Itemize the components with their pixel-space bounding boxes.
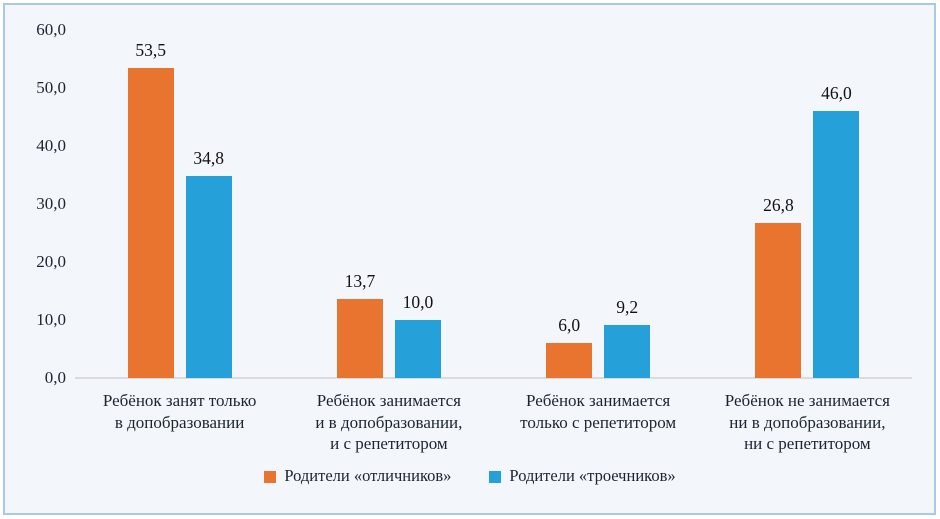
legend-item-1: [264, 467, 451, 485]
y-tick-label: 30,0: [36, 194, 66, 213]
y-tick-label: 40,0: [36, 136, 66, 155]
y-tick-label: 20,0: [36, 252, 66, 271]
category-label-line: ни с репетитором: [744, 434, 871, 453]
category-label-line: в допобразовании: [114, 412, 245, 432]
category-label-line: Ребёнок занят только: [102, 391, 257, 410]
bar-value-label: 6,0: [558, 315, 581, 336]
legend-swatch-icon: [264, 471, 276, 483]
category-label-line: и с репетитором: [330, 434, 448, 453]
legend-swatch-icon: [489, 471, 501, 483]
y-tick-label: 10,0: [36, 310, 66, 329]
legend-label: Родители «троечников»: [509, 466, 676, 485]
bar-value-label: 46,0: [821, 83, 852, 104]
bar-value-label: 10,0: [402, 292, 434, 312]
y-tick-label: 0,0: [44, 368, 66, 387]
bar-value-label: 34,8: [193, 148, 224, 169]
category-label-line: только с репетитором: [520, 412, 677, 432]
y-tick-label: 50,0: [36, 78, 66, 97]
legend: [0, 467, 940, 485]
category-label-line: Ребёнок занимается: [316, 391, 462, 410]
bar-value-label: 9,2: [616, 296, 639, 317]
bar-value-label: 26,8: [763, 194, 794, 215]
bar-value-label: 13,7: [344, 270, 376, 291]
y-tick-label: 60,0: [36, 20, 66, 39]
category-label-line: ни в допобразовании,: [729, 412, 886, 432]
bar-value-label: 53,5: [135, 39, 166, 60]
legend-item-2: [489, 467, 675, 485]
category-label-line: Ребёнок не занимается: [724, 391, 890, 410]
category-label-line: Ребёнок занимается: [525, 391, 671, 410]
legend-label: Родители «отличников»: [284, 466, 452, 485]
category-label-line: и в допобразовании,: [315, 412, 463, 432]
chart-frame: [3, 3, 936, 515]
